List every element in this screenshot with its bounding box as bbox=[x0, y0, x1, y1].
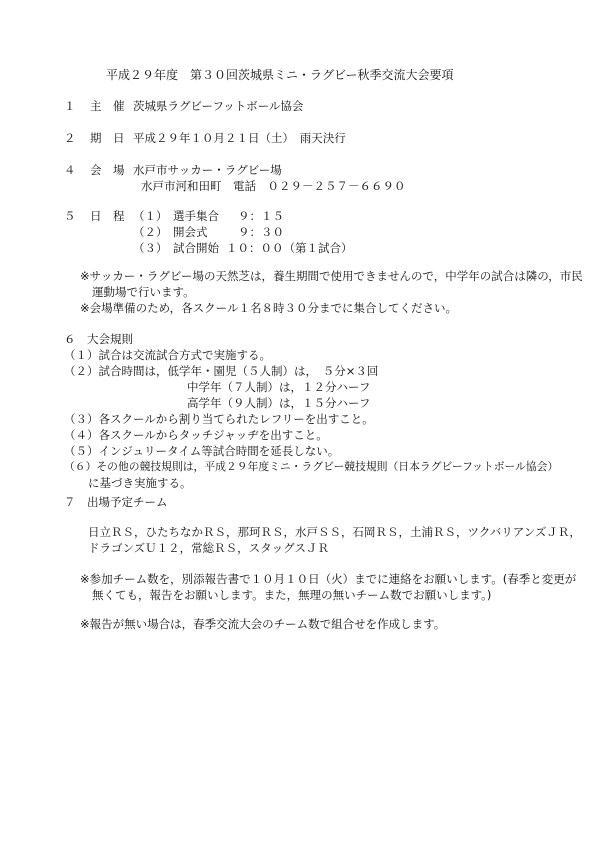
rule-line: 中学年（７人制）は，１２分ハーフ bbox=[187, 380, 371, 394]
section-2-number: ２ bbox=[64, 131, 76, 145]
schedule-item-name: 試合開始 bbox=[173, 241, 219, 255]
section-6-heading: ６ 大会規則 bbox=[64, 332, 133, 346]
rule-line: 高学年（９人制）は，１５分ハーフ bbox=[187, 396, 371, 410]
team-list-line: 日立ＲＳ，ひたちなかＲＳ，那珂ＲＳ，水戸ＳＳ，石岡ＲＳ，土浦ＲＳ，ツクバリアンズＪＲ， bbox=[88, 525, 581, 539]
note-line: ※サッカー・ラグビー場の天然芝は，養生期間で使用できませんので，中学年の試合は隣の，市民 bbox=[80, 269, 583, 283]
team-list-line: ドラゴンズＵ１２，常総ＲＳ，スタッグスＪＲ bbox=[88, 541, 330, 555]
rule-line: （２）試合時間は，低学年・園児（５人制）は， ５分×３回 bbox=[64, 364, 379, 378]
schedule-item-no: （２） bbox=[133, 225, 168, 239]
venue-value: 水戸市サッカー・ラグビー場 bbox=[133, 163, 282, 177]
note-line: 運動場で行います。 bbox=[92, 285, 195, 299]
section-1-number: １ bbox=[64, 99, 76, 113]
section-5-number: ５ bbox=[64, 209, 76, 223]
section-4-number: ４ bbox=[64, 163, 76, 177]
schedule-item-time: ９：１５ bbox=[238, 209, 284, 223]
schedule-item-name: 開会式 bbox=[173, 225, 208, 239]
section-2-label: 期 日 bbox=[90, 131, 125, 145]
rule-line: に基づき実施する。 bbox=[88, 476, 192, 490]
schedule-item-name: 選手集合 bbox=[173, 209, 219, 223]
rule-line: （１）試合は交流試合方式で実施する。 bbox=[64, 348, 271, 362]
note-line: ※報告が無い場合は，春季交流大会のチーム数で組合せを作成します。 bbox=[80, 617, 446, 631]
organizer-value: 茨城県ラグビーフットボール協会 bbox=[133, 99, 304, 113]
schedule-item-no: （３） bbox=[133, 241, 168, 255]
schedule-item-time: １０：００（第１試合） bbox=[226, 241, 353, 255]
section-4-label: 会 場 bbox=[90, 163, 125, 177]
rule-line: （５）インジュリータイム等試合時間を延長しない。 bbox=[64, 444, 340, 458]
rule-line: （６）その他の競技規則は，平成２９年度ミニ・ラグビー競技規則（日本ラグビーフットボール協会） bbox=[64, 460, 559, 473]
schedule-item-no: （１） bbox=[133, 209, 168, 223]
page-title: 平成２９年度 第３０回茨城県ミニ・ラグビー秋季交流大会要項 bbox=[106, 68, 454, 82]
section-1-label: 主 催 bbox=[90, 99, 125, 113]
schedule-item-time: ９：３０ bbox=[238, 225, 284, 239]
venue-address: 水戸市河和田町 電話 ０２９－２５７－６６９０ bbox=[141, 179, 406, 193]
rule-line: （４）各スクールからタッチジャッヂを出すこと。 bbox=[64, 428, 328, 442]
note-line: 無くても，報告をお願いします。また，無理の無いチーム数でお願いします。) bbox=[92, 588, 492, 602]
section-5-label: 日 程 bbox=[90, 209, 125, 223]
date-value: 平成２９年１０月２１日（土） 雨天決行 bbox=[133, 131, 346, 145]
section-7-heading: ７ 出場予定チーム bbox=[64, 495, 168, 509]
rule-line: （３）各スクールから割り当てられたレフリーを出すこと。 bbox=[64, 412, 374, 426]
note-line: ※会場準備のため，各スクール１名８時３０分までに集合してください。 bbox=[80, 301, 457, 315]
note-line: ※参加チーム数を，別添報告書で１０月１０日（火）までに連絡をお願いします。(春季と変更が bbox=[80, 572, 577, 586]
